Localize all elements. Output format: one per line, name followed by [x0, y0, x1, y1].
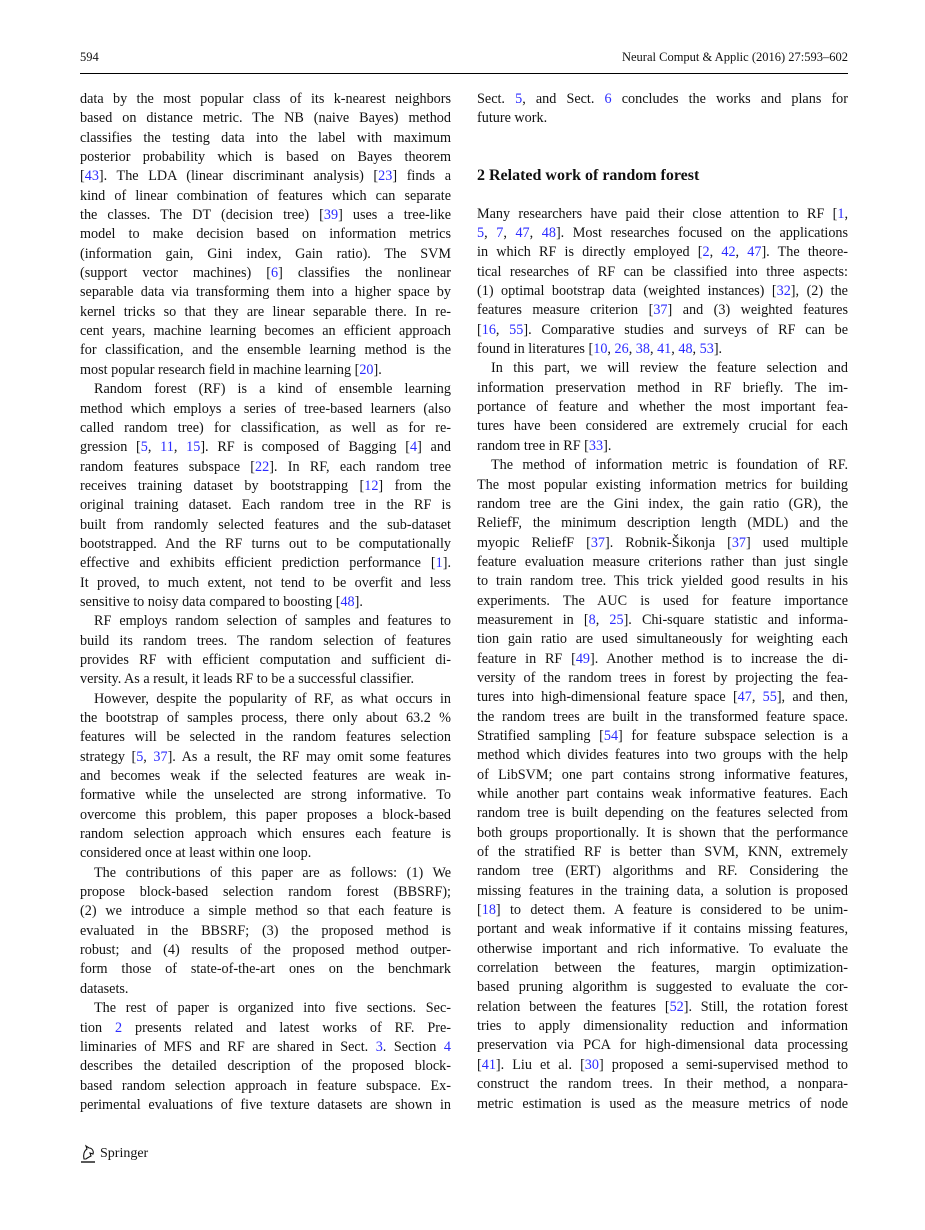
text-line: perimental evaluations of five texture datasets are shown in	[80, 1096, 451, 1113]
text-line: overcome this problem, this paper proposes a block-based	[80, 806, 451, 823]
text-line: evaluated in the BBSRF; (3) the proposed method is	[80, 922, 451, 939]
text-line: posterior probability which is based on Bayes theorem	[80, 149, 451, 166]
reference-link[interactable]: 53	[699, 341, 714, 358]
reference-link[interactable]: 37	[153, 748, 168, 765]
text-line: built from randomly selected features and the sub-dataset	[80, 516, 451, 533]
text-line: (2) we introduce a simple method so that each feature is	[80, 903, 451, 920]
reference-link[interactable]: 15	[186, 439, 201, 456]
reference-link[interactable]: 37	[590, 534, 605, 551]
reference-link[interactable]: 38	[635, 341, 650, 358]
text-line: the classes. The DT (decision tree) [39] uses a tree-like	[80, 207, 451, 224]
text-line: describes the detailed description of the proposed block-	[80, 1058, 451, 1075]
reference-link[interactable]: 41	[481, 1056, 496, 1073]
text-line: otherwise important and rich informative. To evaluate the	[477, 940, 848, 957]
reference-link[interactable]: 18	[481, 902, 496, 919]
reference-link[interactable]: 5	[140, 439, 148, 456]
reference-link[interactable]: 54	[603, 727, 619, 744]
reference-link[interactable]: 37	[653, 302, 668, 319]
reference-link[interactable]: 26	[614, 341, 629, 358]
text-line: kernel tricks so that they are linear separable there. In re-	[80, 303, 451, 320]
reference-link[interactable]: 55	[509, 321, 524, 338]
text-line: information preservation method in RF briefly. The im-	[477, 379, 848, 396]
paragraph	[80, 380, 451, 612]
text-line: separable data via transforming them into a higher space by	[80, 284, 451, 301]
reference-link[interactable]: 2	[115, 1019, 123, 1036]
text-line: propose block-based selection random forest (BBSRF);	[80, 884, 451, 901]
text-line: Many researchers have paid their close attention to RF [1,	[477, 205, 848, 222]
paragraph	[477, 456, 848, 1114]
text-line: tical researches of RF can be classified into three aspects:	[477, 263, 848, 280]
text-line: strategy [5, 37]. As a result, the RF may omit some features	[80, 748, 452, 765]
text-line: of LibSVM; one part contains strong informative features,	[477, 766, 848, 783]
reference-link[interactable]: 6	[271, 265, 279, 282]
text-line: random tree is built depending on the features selected from	[477, 805, 848, 822]
text-line: liminaries of MFS and RF are shared in Sect. 3. Section 4	[80, 1038, 451, 1055]
text-line: portance of feature and whether the most important fea-	[477, 399, 848, 416]
reference-link[interactable]: 10	[593, 341, 608, 358]
text-line: model to make decision based on information metrics	[80, 226, 451, 243]
text-line: Stratified sampling [54] for feature subspace selection is a	[477, 727, 848, 744]
text-line: most popular research field in machine learning [20].	[80, 361, 382, 378]
text-line: the random trees are built in the transformed feature space.	[477, 708, 848, 725]
text-line: However, despite the popularity of RF, as what occurs in	[94, 690, 451, 707]
reference-link[interactable]: 7	[496, 225, 504, 242]
text-line: based pruning algorithm is suggested to evaluate the cor-	[477, 979, 848, 996]
text-line: (information gain, Gini index, Gain ratio). The SVM	[80, 245, 451, 262]
text-line: tures into high-dimensional feature space [47, 55], and then,	[477, 689, 849, 706]
text-line: features measure criterion [37] and (3) weighted features	[477, 302, 848, 319]
reference-link[interactable]: 37	[731, 534, 747, 551]
text-line: original training dataset. Each random tree in the RF is	[80, 497, 451, 514]
reference-link[interactable]: 8	[588, 611, 596, 628]
text-line: gression [5, 11, 15]. RF is composed of Bagging [4] and	[80, 439, 452, 456]
text-line: In this part, we will review the feature selection and	[491, 360, 848, 377]
text-line: while another part contains weak informative features. Each	[477, 786, 848, 802]
text-line: random selection approach which ensures each feature is	[80, 826, 451, 843]
text-line: portant and weak informative if it contains missing features,	[477, 921, 848, 938]
text-line: build its random trees. The random selection of features	[80, 632, 451, 649]
text-line: tures have been considered are extremely crucial for each	[477, 418, 848, 435]
reference-link[interactable]: 52	[669, 998, 684, 1015]
text-line: missing features in the training data, a solution is proposed	[477, 882, 848, 899]
section-heading: 2 Related work of random forest	[477, 166, 700, 184]
text-line: random tree are the Gini index, the gain ratio (GR), the	[477, 495, 848, 512]
text-line: The method of information metric is foundation of RF.	[491, 457, 848, 474]
text-line: metric estimation is used as the measure metrics of node	[477, 1095, 848, 1112]
reference-link[interactable]: 22	[255, 458, 270, 475]
text-line: construct the random trees. In their method, a nonpara-	[477, 1076, 848, 1093]
paragraph	[477, 205, 848, 360]
reference-link[interactable]: 30	[584, 1056, 599, 1073]
left-column	[80, 90, 451, 1115]
text-line: [41]. Liu et al. [30] proposed a semi-supervised method to	[477, 1056, 848, 1073]
text-line: features will be selected in the random features selection	[80, 729, 451, 746]
reference-link[interactable]: 5	[477, 225, 485, 242]
reference-link[interactable]: 16	[481, 321, 496, 338]
text-line: both groups proportionally. It is shown that the performance	[477, 824, 848, 841]
reference-link[interactable]: 41	[657, 341, 672, 358]
paragraph	[80, 612, 451, 689]
text-line: It proved, to much extent, not tend to be overfit and less	[80, 574, 451, 591]
text-line: form those of state-of-the-art ones on the benchmark	[80, 961, 451, 978]
publisher-name: Springer	[100, 1146, 149, 1161]
text-line: tion gain ratio are used simultaneously for weighting each	[477, 631, 848, 648]
reference-link[interactable]: 2	[702, 244, 710, 261]
text-line: to train random tree. This trick yielded good results in his	[477, 573, 848, 590]
text-line: myopic ReliefF [37]. Robnik-Šikonja [37] used multiple	[477, 534, 848, 551]
reference-link[interactable]: 47	[515, 225, 530, 242]
text-line: based random selection approach in feature subspace. Ex-	[80, 1077, 451, 1094]
text-line: The most popular existing information metrics for building	[477, 476, 848, 493]
text-line: sensitive to noisy data compared to boosting [48].	[80, 593, 363, 610]
text-line: cent years, machine learning becomes an efficient approach	[80, 323, 451, 340]
journal-citation: Neural Comput & Applic (2016) 27:593–602	[621, 50, 848, 64]
reference-link[interactable]: 1	[837, 205, 845, 222]
text-line: (support vector machines) [6] classifies the nonlinear	[80, 265, 451, 282]
reference-link[interactable]: 42	[721, 244, 736, 261]
text-line: Sect. 5, and Sect. 6 concludes the works and plans for	[477, 91, 848, 107]
reference-link[interactable]: 48	[340, 593, 355, 610]
springer-horse-icon	[80, 1144, 96, 1164]
paragraph	[477, 359, 848, 456]
right-column-body	[477, 205, 848, 1114]
text-line: found in literatures [10, 26, 38, 41, 48, 53].	[477, 341, 723, 358]
text-line: feature evaluation measure criterions rather than just single	[477, 553, 848, 570]
reference-link[interactable]: 4	[443, 1038, 451, 1055]
text-line: robust; and (4) results of the proposed method outper-	[80, 942, 451, 959]
text-line: The contributions of this paper are as follows: (1) We	[94, 864, 451, 881]
text-line: formative while the unselected are strong informative. To	[80, 787, 451, 804]
reference-link[interactable]: 20	[359, 361, 374, 378]
right-column-intro	[477, 90, 848, 129]
text-line: tion 2 presents related and latest works of RF. Pre-	[80, 1019, 452, 1036]
reference-link[interactable]: 6	[604, 91, 612, 107]
text-line: random tree (ERT) algorithms and RF. Considering the	[477, 863, 848, 880]
text-line: method which employs a series of tree-based learners (also	[80, 400, 451, 417]
reference-link[interactable]: 25	[609, 611, 624, 628]
text-line: preservation via PCA for high-dimensional data processing	[477, 1037, 848, 1054]
text-line: [43]. The LDA (linear discriminant analysis) [23] finds a	[80, 168, 451, 185]
text-line: effective and exhibits efficient prediction performance [1].	[80, 555, 451, 572]
text-line: The rest of paper is organized into five sections. Sec-	[94, 1000, 451, 1017]
text-line: of the stratified RF is better than SVM, KNN, extremely	[477, 844, 848, 861]
text-line: for classification, and the ensemble learning method is the	[80, 342, 451, 359]
text-line: datasets.	[80, 980, 129, 997]
text-line: random tree in RF [33].	[477, 437, 612, 454]
text-line: ReliefF, the minimum description length (MDL) and the	[477, 515, 848, 532]
text-line: the bootstrap of samples process, there only about 63.2 %	[80, 710, 451, 726]
text-line: [18] to detect them. A feature is considered to be unim-	[477, 902, 848, 919]
reference-link[interactable]: 11	[160, 439, 174, 456]
right-column	[477, 90, 848, 1114]
text-line: relation between the features [52]. Still, the rotation forest	[477, 998, 848, 1015]
text-line: classifies the testing data into the label with maximum	[80, 129, 451, 146]
text-line: RF employs random selection of samples and features to	[94, 613, 451, 630]
text-line: tries to apply dimensionality reduction and information	[477, 1018, 848, 1035]
text-line: experiments. The AUC is used for feature importance	[477, 592, 848, 609]
text-line: bootstrapped. And the RF turns out to be computationally	[80, 535, 451, 552]
text-line: considered once at least within one loop.	[80, 845, 312, 862]
text-line: versity of the random trees in forest by projecting the fea-	[477, 669, 848, 686]
text-line: kind of linear combination of features which can separate	[80, 187, 451, 204]
paragraph	[80, 690, 451, 864]
reference-link[interactable]: 39	[323, 207, 339, 224]
text-line: correlation between the features, margin optimization-	[477, 960, 848, 977]
running-header	[80, 50, 848, 72]
text-line: method which divides features into two groups with the help	[477, 747, 848, 764]
reference-link[interactable]: 47	[747, 244, 762, 261]
text-line: called random tree) for classification, as well as for re-	[80, 419, 451, 436]
reference-link[interactable]: 4	[409, 439, 418, 456]
page-number: 594	[80, 50, 99, 64]
reference-link[interactable]: 48	[541, 225, 556, 242]
text-line: [16, 55]. Comparative studies and surveys of RF can be	[477, 321, 848, 338]
reference-link[interactable]: 48	[678, 341, 693, 358]
reference-link[interactable]: 12	[364, 477, 379, 494]
text-line: feature in RF [49]. Another method is to increase the di-	[477, 650, 848, 667]
paragraph	[80, 90, 451, 380]
reference-link[interactable]: 47	[737, 689, 752, 706]
text-line: measurement in [8, 25]. Chi-square statistic and informa-	[477, 611, 848, 628]
header-rule	[80, 73, 848, 74]
reference-link[interactable]: 43	[84, 168, 99, 185]
reference-link[interactable]: 5	[515, 91, 523, 107]
text-line: future work.	[477, 110, 548, 127]
text-line: versity. As a result, it leads RF to be a successful classifier.	[80, 671, 414, 688]
reference-link[interactable]: 49	[575, 650, 590, 667]
text-line: 5, 7, 47, 48]. Most researches focused on the applications	[477, 225, 849, 242]
reference-link[interactable]: 32	[776, 283, 791, 300]
paragraph	[80, 864, 451, 999]
footer	[80, 1144, 148, 1164]
reference-link[interactable]: 3	[375, 1038, 383, 1055]
text-line: (1) optimal bootstrap data (weighted instances) [32], (2) the	[477, 283, 848, 300]
text-line: based on distance metric. The NB (naive Bayes) method	[80, 110, 451, 127]
reference-link[interactable]: 5	[136, 748, 144, 765]
paragraph	[477, 90, 848, 129]
reference-link[interactable]: 33	[588, 437, 604, 454]
reference-link[interactable]: 1	[435, 555, 443, 572]
text-line: data by the most popular class of its k-nearest neighbors	[80, 91, 451, 107]
text-line: provides RF with efficient computation and sufficient di-	[80, 651, 451, 668]
reference-link[interactable]: 23	[378, 168, 393, 185]
paragraph	[80, 999, 451, 1115]
text-line: Random forest (RF) is a kind of ensemble learning	[94, 381, 451, 398]
text-line: receives training dataset by bootstrapping [12] from the	[80, 477, 451, 494]
text-line: random features subspace [22]. In RF, each random tree	[80, 458, 451, 475]
reference-link[interactable]: 55	[762, 689, 777, 706]
text-line: in which RF is directly employed [2, 42, 47]. The theore-	[477, 244, 849, 261]
text-line: and becomes weak if the selected features are weak in-	[80, 768, 451, 785]
